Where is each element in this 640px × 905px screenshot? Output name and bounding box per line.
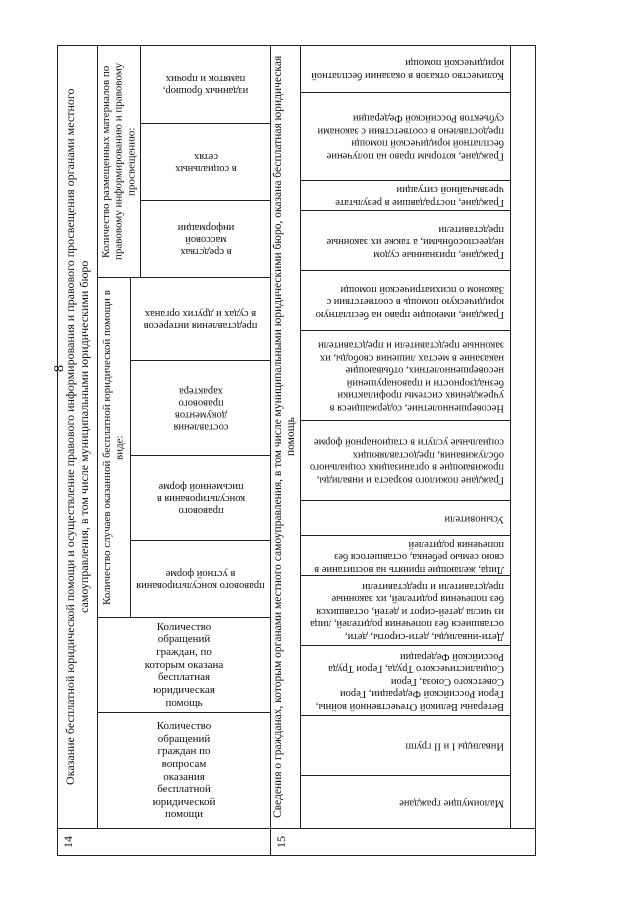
row-foster: Лица, желающие принять на воспитание в свою семью ребенка, оставшегося без попечения родителей — [300, 535, 511, 576]
row-disabled: Инвалиды I и II групп — [300, 715, 511, 776]
material-media: в средствах массовой информации — [140, 200, 271, 278]
row-refusals: Количество отказов в оказании бесплатной юридической помощи — [300, 45, 511, 93]
row-regional-law: Граждане, которым право на получение бесплатной юридической помощи предоставлено в соответствии с законами субъектов Российской Федерации — [300, 92, 511, 181]
col-appeals: Количество обращений граждан по вопросам оказания бесплатной юридической помощи — [97, 712, 271, 829]
row-minors: Несовершеннолетние, содержащиеся в учреждениях системы профилактики безнадзорности и правонарушений несовершеннолетних, отбывающие наказание в местах лишения свободы, их законные представители и представители — [300, 330, 511, 421]
section-15-rows — [300, 45, 536, 829]
group-materials-header: Количество размещенных материалов по правовому информированию и правовому просвещению: — [97, 45, 141, 278]
row-orphans: Дети-инвалиды, дети-сироты, дети, оставшиеся без попечения родителей, лица из числа детей-сирот и детей, оставшихся без попечения родителей, их законные представители и представители — [300, 575, 511, 646]
case-documents: составления документов правового характера — [130, 360, 271, 456]
case-written: правового консультирования в письменной форме — [130, 455, 271, 541]
row-elderly: Граждане пожилого возраста и инвалиды, проживающие в организациях социального обслуживания, предоставляющих социальные услуги в стационарной форме — [300, 420, 511, 501]
section-15-number-cell — [270, 828, 536, 856]
case-representation: представления интересов в судах и других органах — [130, 277, 271, 361]
row-psychiatric: Граждане, имеющие право на бесплатную юридическую помощь в соответствии с Законом о психиатрической помощи — [300, 270, 511, 331]
material-brochures: изданных брошюр, памяток и прочих — [140, 45, 271, 124]
page-number: 8 — [52, 365, 67, 372]
row-adopters: Усыновители — [300, 500, 511, 536]
section-15-number: 15 — [274, 836, 288, 848]
row-incapable: Граждане, признанные судом недееспособными, а также их законные представители — [300, 210, 511, 271]
section-15-title: Сведения о гражданах, которым органами местного самоуправления, в том числе муниципальными юридическими бюро, оказана бесплатная юридическая помощь — [270, 45, 301, 829]
row-emergency: Граждане, пострадавшие в результате чрезвычайной ситуации — [300, 180, 511, 211]
section-14-number: 14 — [61, 836, 75, 848]
case-oral: правового консультирования в устной форме — [130, 540, 271, 618]
group-cases-header: Количество случаев оказанной бесплатной юридической помощи в виде: — [97, 277, 131, 618]
row-low-income: Малоимущие граждане — [300, 775, 511, 829]
values-column — [510, 45, 536, 829]
section-14-number-cell — [57, 828, 271, 856]
section-14-title: Оказание бесплатной юридической помощи и осуществление правового информирования и правового просвещения органами местного самоуправления, в том числе муниципальными юридическими бюро — [57, 45, 98, 829]
material-social: в социальных сетях — [140, 123, 271, 201]
row-veterans: Ветераны Великой Отечественной войны, Герои Российской Федерации, Герои Советского Союза, Герои Социалистического Труда, Герои Труда Российской Федерации — [300, 645, 511, 716]
col-provided: Количество обращений граждан, по которым оказана бесплатная юридическая помощь — [97, 617, 271, 713]
